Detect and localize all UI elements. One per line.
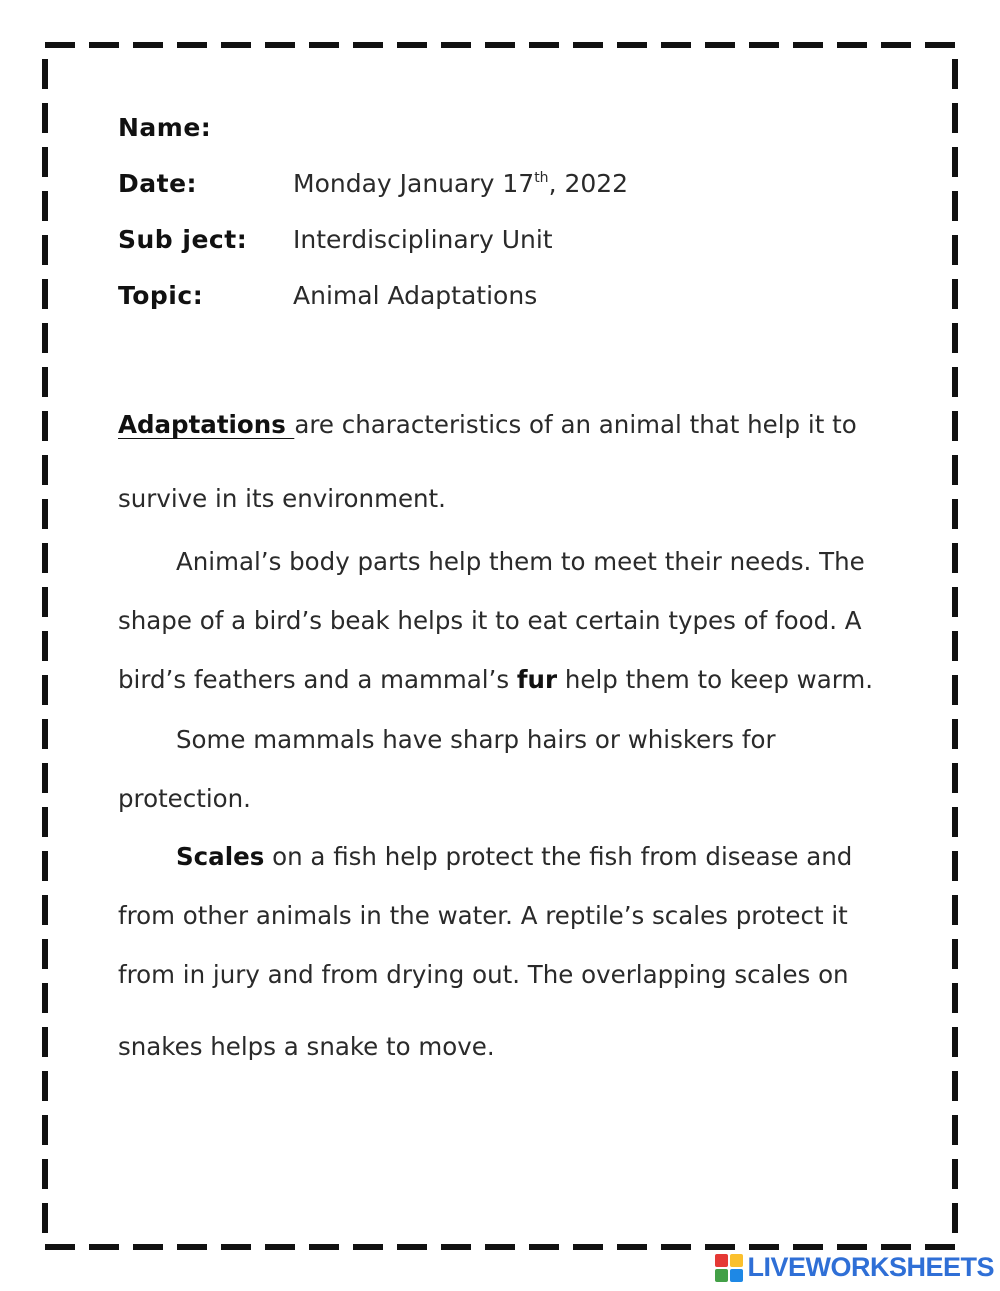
p4-line4: snakes helps a snake to move. (118, 1032, 495, 1061)
scales-term: Scales (176, 842, 265, 871)
p4-line1: Scales on a fish help protect the fish from disease and (176, 842, 853, 871)
topic-row (118, 281, 628, 337)
date-value: Monday January 17th, 2022 (293, 169, 629, 198)
p4-line3: from in jury and from drying out. The overlapping scales on (118, 960, 849, 989)
p1-line1: Adaptations are characteristics of an animal that help it to (118, 410, 857, 439)
p3-line2: protection. (118, 784, 251, 813)
date-row (118, 169, 628, 225)
p2-line3: bird’s feathers and a mammal’s fur help them to keep warm. (118, 665, 874, 694)
date-label: Date: (118, 169, 198, 198)
p2-line2: shape of a bird’s beak helps it to eat certain types of food. A (118, 606, 862, 635)
p4-line2: from other animals in the water. A reptile’s scales protect it (118, 901, 848, 930)
adaptations-term: Adaptations (118, 410, 295, 439)
name-row (118, 113, 628, 169)
fur-term: fur (516, 665, 558, 694)
subject-value: Interdisciplinary Unit (293, 225, 553, 254)
topic-label: Topic: (118, 281, 204, 310)
liveworksheets-logo-icon (715, 1254, 743, 1282)
liveworksheets-wordmark: LIVEWORKSHEETS (747, 1252, 994, 1282)
subject-row (118, 225, 628, 281)
liveworksheets-logo (715, 1252, 994, 1283)
name-label: Name: (118, 113, 212, 142)
p2-line1: Animal’s body parts help them to meet their needs. The (176, 547, 865, 576)
worksheet-header (118, 113, 628, 337)
topic-value: Animal Adaptations (293, 281, 538, 310)
p3-line1: Some mammals have sharp hairs or whiskers for (176, 725, 776, 754)
subject-label: Sub ject: (118, 225, 248, 254)
p1-line2: survive in its environment. (118, 484, 446, 513)
